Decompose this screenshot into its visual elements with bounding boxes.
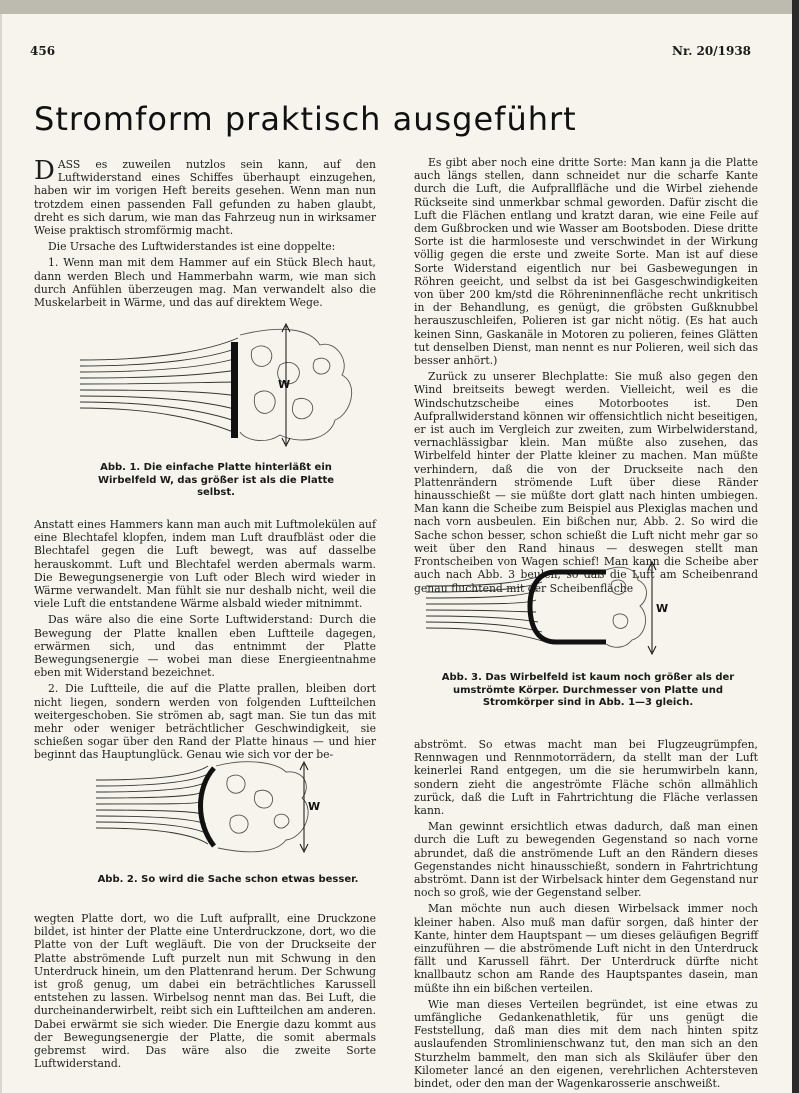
drop-cap: D xyxy=(34,156,55,186)
paragraph: Die Ursache des Luftwiderstandes ist eine doppelte: xyxy=(48,240,336,254)
issue-number: Nr. 20/1938 xyxy=(672,44,752,58)
paragraph: Man gewinnt ersichtlich etwas dadurch, daß man einen durch die Luft zu bewegenden Gegenstand so nach vorne abrundet, daß die anströmende Luft an den Rändern dieses Gegenstandes nicht hinausschießt, sondern in Fahrtrichtung abströmt. Dann ist der Wirbelsack hinter dem Gegenstand nur noch so groß, wie der Gegenstand selber. xyxy=(414,820,758,900)
paragraph: Wie man dieses Verteilen begründet, ist eine etwas zu umfängliche Gedankenathletik, für uns genügt die Feststellung, daß man dies mit dem nach hinten spitz auslaufenden Stromlinienschwanz tut, den man sich an den Sturzhelm bammelt, den man sich als Skiläufer über den Kilometer lancé an den eigenen, verehrlichen Achtersteven bindet, oder den man der Wagenkarosserie anschweißt. xyxy=(414,997,758,1091)
figure-3-caption: Abb. 3. Das Wirbelfeld ist kaum noch größer als der umströmte Körper. Durchmesser von Platte und Stromkörper sind in Abb. 1—3 gleich. xyxy=(441,672,735,708)
paragraph: wegten Platte dort, wo die Luft aufprallt, eine Druckzone bildet, ist hinter der Platte eine Unterdruckzone, dort, wo die Platte von der Luft wegläuft. Die von der Druckseite der Platte abströmende Luft purzelt nun mit Schwung in den Unterdruck hinein, um den Plattenrand herum. Der Schwung ist groß genug, um dabei ein beträchtliches Karussell entstehen zu lassen. Wirbelsog nennt man das. Bei Luft, die durcheinanderwirbelt, reibt sich ein Luftteilchen am anderen. Dabei erwärmt sie sich wieder. Die Energie dazu kommt aus der Bewegungsenergie der Platte, die somit abermals gebremst wird. Das wäre also die zweite Sorte Luftwiderstand. xyxy=(34,912,376,1071)
left-column-middle xyxy=(34,518,376,765)
figure-3-diagram xyxy=(426,560,726,660)
page-number: 456 xyxy=(30,44,56,58)
paragraph: Man möchte nun auch diesen Wirbelsack immer noch kleiner haben. Also muß man dafür sorgen, daß hinter der Kante, hinter dem Hauptspant — um dieses geläufigen Begriff einzuführen — die abströmende Luft nicht in den Unterdruck fällt und Karussell fährt. Der Unterdruck dürfte nicht knallbautz schon am Rande des Hauptspantes dasein, man müßte ihn ein bißchen verteilen. xyxy=(414,902,758,995)
paragraph: abströmt. So etwas macht man bei Flugzeugrümpfen, Rennwagen und Rennmotorrädern, da stellt man der Luft keinerlei Rand entgegen, um die sie herumwirbeln kann, sondern zieht die angeströmte Fläche schön allmählich zurück, daß die Luft in Fahrtrichtung die Fläche verlassen kann. xyxy=(414,738,758,818)
paragraph: Zurück zu unserer Blechplatte: Sie muß also gegen den Wind breitseits bewegt werden. Vielleicht, weil es die Windschutzscheibe eines Motorbootes ist. Den Aufprallwiderstand können wir offensichtlich nicht beseitigen, er ist auch im Vergleich zur zweiten, zum Wirbelwiderstand, vernachlässigbar klein. Man müßte also zusehen, das Wirbelfeld hinter der Platte kleiner zu machen. Man müßte verhindern, daß die von der Druckseite nach den Plattenrändern strömende Luft über diese Ränder hinausschießt — sie müßte dort glatt nach hinten umbiegen. Man kann die Scheibe zum Beispiel aus Plexiglas machen und nach vorn ausbeulen. Ein bißchen nur, Abb. 2. So wird die Sache schon besser, schon schießt die Luft nicht mehr gar so weit über den Rand hinaus — deswegen stellt man Frontscheiben von Wagen schief! Man kann die Scheibe aber auch nach Abb. 3 beulen, so daß die Luft am Scheibenrand genau fluchtend mit der Scheibenfläche xyxy=(414,370,758,595)
figure-2-diagram xyxy=(96,758,376,858)
figure-2-caption: Abb. 2. So wird die Sache schon etwas besser. xyxy=(97,874,359,885)
right-column-top xyxy=(414,156,758,598)
figure-1-caption: Abb. 1. Die einfache Platte hinterläßt ein Wirbelfeld W, das größer ist als die Platte selbst. xyxy=(97,462,335,498)
paragraph: Anstatt eines Hammers kann man auch mit Luftmolekülen auf eine Blechtafel klopfen, indem man Luft draufbläst oder die Blechtafel gegen die Luft bewegt, was auf dasselbe herauskommt. Luft und Blechtafel werden abermals warm. Die Bewegungsenergie von Luft oder Blech wird wieder in Wärme verwandelt. Man fühlt sie nur deshalb nicht, weil die viele Luft die entstandene Wärme alsbald wieder mitnimmt. xyxy=(34,518,376,611)
left-column-bottom xyxy=(34,912,376,1073)
paragraph: 1. Wenn man mit dem Hammer auf ein Stück Blech haut, dann werden Blech und Hammerbahn warm, wie man sich durch Anfühlen überzeugen mag. Man verwandelt also die Muskelarbeit in Wärme, und das auf direktem Wege. xyxy=(34,256,376,310)
paragraph: Es gibt aber noch eine dritte Sorte: Man kann ja die Platte auch längs stellen, dann schneidet nur die scharfe Kante durch die Luft, die Aufprallfläche und die Wirbel ziehende Rückseite sind unmerkbar schmal geworden. Dafür zischt die Luft die Flächen entlang und kratzt daran, wie eine Feile auf dem Gußbrocken und wie Wasser am Bootsboden. Diese dritte Sorte ist die harmloseste und verschwindet in der Wirkung völlig gegen die erste und zweite Sorte. Man ist auf diese Sorte Widerstand eigentlich nur bei Gasbewegungen in Röhren geeicht, und selbst da ist bei Gasgeschwindigkeiten von über 200 km/std die Röhreninnenfläche recht unkritisch in der Behandlung, es genügt, die gröbsten Gußknubbel herauszuschleifen, Polieren ist gar nicht nötig. (Es hat auch keinen Sinn, Gaskanäle in Motoren zu polieren, feines Glätten tut denselben Dienst, man nennt es nur Polieren, weil sich das besser anhört.) xyxy=(414,156,758,368)
figure-2-label: W xyxy=(308,800,321,813)
paragraph: DASS es zuweilen nutzlos sein kann, auf den Luftwiderstand eines Schiffes überhaupt einzugehen, haben wir im vorigen Heft bereits gesehen. Wenn man nun trotzdem einen passenden Fall gefunden zu haben glaubt, dreht es sich darum, wie man das Fahrzeug nun in wirksamer Weise praktisch stromförmig macht. xyxy=(34,156,376,238)
paragraph: Das wäre also die eine Sorte Luftwiderstand: Durch die Bewegung der Platte knallen eben Luftteile dagegen, erwärmen sich, und das entnimmt der Platte Bewegungsenergie — wobei man diese Energieentnahme eben mit Widerstand bezeichnet. xyxy=(34,613,376,680)
paragraph: 2. Die Luftteile, die auf die Platte prallen, bleiben dort nicht liegen, sondern werden von folgenden Luftteilchen weitergeschoben. Sie strömen ab, sagt man. Sie tun das mit mehr oder weniger beträchtlicher Geschwindigkeit, sie schießen sogar über den Rand der Platte hinaus — und hier beginnt das Hauptunglück. Genau wie sich vor der be- xyxy=(34,682,376,762)
figure-3-label: W xyxy=(656,602,669,615)
left-column-top xyxy=(34,158,376,312)
scan-right-edge xyxy=(792,0,799,1093)
right-column-bottom xyxy=(414,738,758,1093)
figure-1-diagram xyxy=(80,320,370,450)
article-title: Stromform praktisch ausgeführt xyxy=(34,100,577,138)
figure-1-label: W xyxy=(278,378,291,391)
scan-top-edge xyxy=(0,0,799,14)
